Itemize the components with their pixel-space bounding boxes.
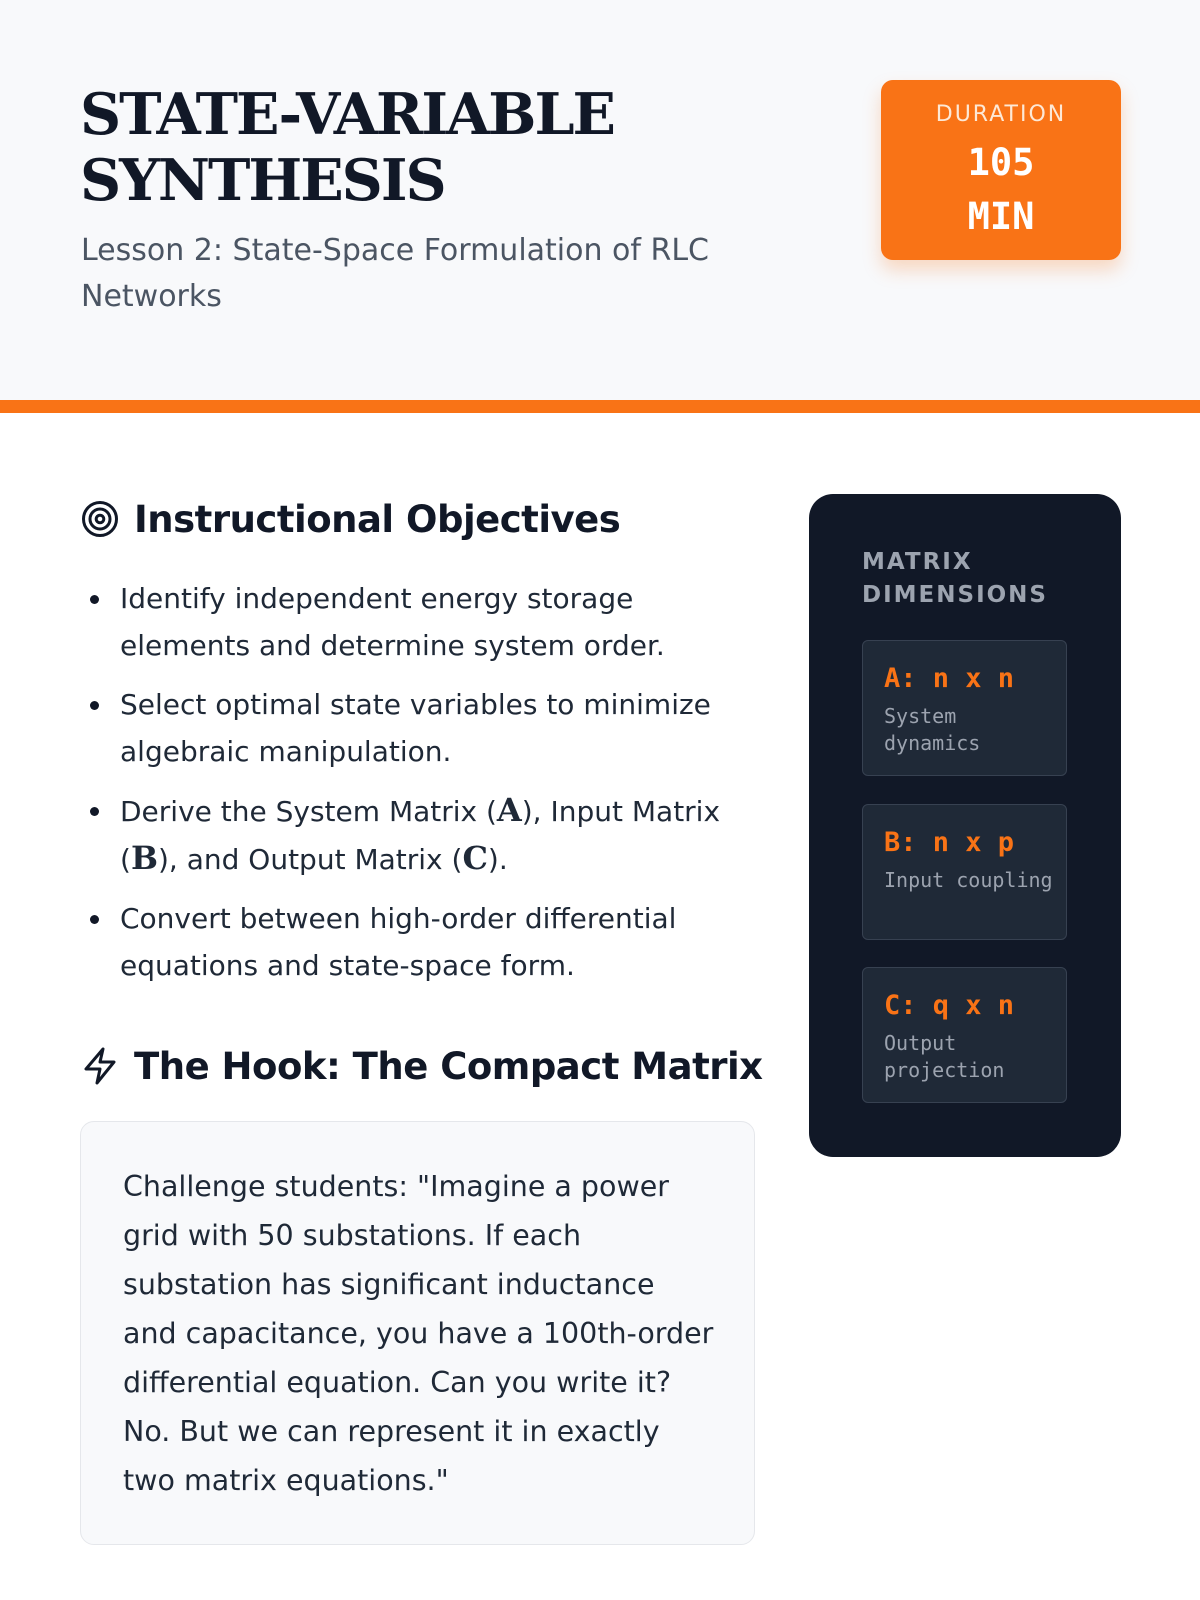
matrix-description: Input coupling bbox=[884, 868, 1053, 892]
matrix-dimension: B: n x p bbox=[884, 827, 1015, 858]
title-line-1: STATE-VARIABLE bbox=[80, 81, 614, 148]
matrix-dimension: C: q x n bbox=[884, 990, 1015, 1021]
hook-title: The Hook: The Compact Matrix bbox=[134, 1044, 763, 1088]
objective-item: Select optimal state variables to minimize algebraic manipulation. bbox=[80, 681, 760, 775]
objectives-list bbox=[80, 575, 760, 1001]
hook-heading bbox=[80, 1041, 763, 1091]
duration-badge bbox=[881, 80, 1121, 260]
hook-callout bbox=[80, 1121, 755, 1545]
matrix-symbol-b: B bbox=[130, 839, 158, 877]
objective-item bbox=[80, 787, 760, 883]
objective-item: Convert between high-order differential equations and state-space form. bbox=[80, 895, 760, 989]
page-title bbox=[80, 82, 840, 214]
matrix-card-c bbox=[862, 967, 1067, 1103]
matrix-description: System dynamics bbox=[884, 704, 981, 755]
lesson-header bbox=[0, 0, 1200, 400]
matrix-panel-title: MATRIX DIMENSIONS bbox=[862, 549, 1048, 608]
duration-value bbox=[901, 136, 1101, 244]
matrix-symbol-c: C bbox=[462, 839, 488, 877]
objective-text: ). bbox=[487, 843, 508, 876]
header-divider bbox=[0, 400, 1200, 413]
objective-text: ), and Output Matrix ( bbox=[157, 843, 463, 876]
duration-number: 105 bbox=[967, 141, 1035, 184]
target-icon bbox=[80, 499, 120, 539]
lesson-subtitle: Lesson 2: State-Space Formulation of RLC Networks bbox=[81, 233, 709, 314]
objectives-title: Instructional Objectives bbox=[134, 497, 621, 541]
objective-text: Derive the System Matrix ( bbox=[120, 795, 497, 828]
hook-quote: Challenge students: "Imagine a power grid with 50 substations. If each substation has significant inductance and capacitance, you have a 100th-order differential equation. Can you write it? No. But we can represent it in exactly two matrix equations." bbox=[123, 1170, 714, 1497]
lightning-icon bbox=[80, 1046, 120, 1086]
matrix-symbol-a: A bbox=[496, 791, 522, 829]
matrix-dimension: A: n x n bbox=[884, 663, 1015, 694]
title-line-2: SYNTHESIS bbox=[80, 147, 445, 214]
objective-item: Identify independent energy storage elements and determine system order. bbox=[80, 575, 760, 669]
duration-unit: MIN bbox=[967, 195, 1035, 238]
matrix-card-a bbox=[862, 640, 1067, 776]
matrix-dimensions-panel bbox=[809, 494, 1121, 1157]
objectives-heading bbox=[80, 494, 620, 544]
matrix-card-b bbox=[862, 804, 1067, 940]
duration-label: DURATION bbox=[935, 102, 1067, 127]
matrix-description: Output projection bbox=[884, 1031, 1005, 1082]
objective-text: ), Input Matrix ( bbox=[120, 795, 721, 876]
